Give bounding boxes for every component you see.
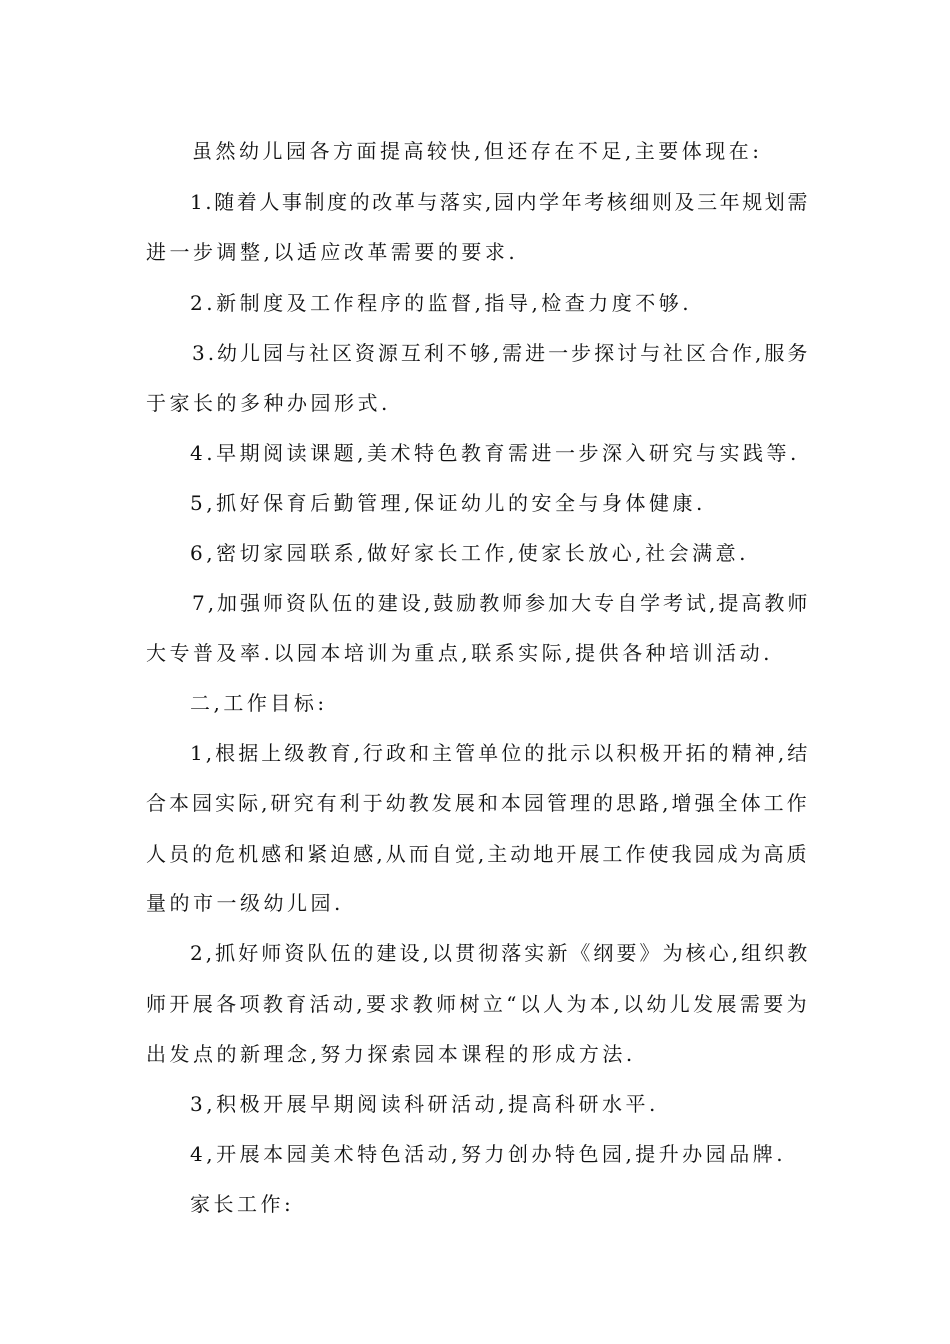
text-line: 师开展各项教育活动,要求教师树立“以人为本,以幼儿发展需要为 — [146, 992, 810, 1016]
text-line: 1,根据上级教育,行政和主管单位的批示以积极开拓的精神,结 — [190, 741, 811, 765]
text-line: 6,密切家园联系,做好家长工作,使家长放心,社会满意. — [190, 541, 750, 565]
text-line: 人员的危机感和紧迫感,从而自觉,主动地开展工作使我园成为高质 — [146, 842, 810, 866]
text-line: 二,工作目标: — [190, 691, 328, 715]
text-line: 4,开展本园美术特色活动,努力创办特色园,提升办园品牌. — [190, 1142, 787, 1166]
text-line: 家长工作: — [190, 1192, 295, 1216]
text-line: 7,加强师资队伍的建设,鼓励教师参加大专自学考试,提高教师 — [192, 591, 811, 615]
text-line: 4.早期阅读课题,美术特色教育需进一步深入研究与实践等. — [190, 441, 800, 465]
text-line: 虽然幼儿园各方面提高较快,但还存在不足,主要体现在: — [192, 139, 763, 163]
text-line: 量的市一级幼儿园. — [146, 891, 344, 915]
text-line: 于家长的多种办园形式. — [146, 391, 391, 415]
text-line: 3.幼儿园与社区资源互利不够,需进一步探讨与社区合作,服务 — [192, 341, 811, 365]
text-line: 2,抓好师资队伍的建设,以贯彻落实新《纲要》为核心,组织教 — [190, 941, 811, 965]
text-line: 2.新制度及工作程序的监督,指导,检查力度不够. — [190, 291, 693, 315]
text-line: 出发点的新理念,努力探索园本课程的形成方法. — [146, 1042, 636, 1066]
text-line: 进一步调整,以适应改革需要的要求. — [146, 240, 519, 264]
text-line: 1.随着人事制度的改革与落实,园内学年考核细则及三年规划需 — [190, 190, 810, 214]
text-line: 合本园实际,研究有利于幼教发展和本园管理的思路,增强全体工作 — [146, 791, 810, 815]
text-line: 3,积极开展早期阅读科研活动,提高科研水平. — [190, 1092, 659, 1116]
text-line: 大专普及率.以园本培训为重点,联系实际,提供各种培训活动. — [146, 641, 773, 665]
text-line: 5,抓好保育后勤管理,保证幼儿的安全与身体健康. — [190, 491, 706, 515]
